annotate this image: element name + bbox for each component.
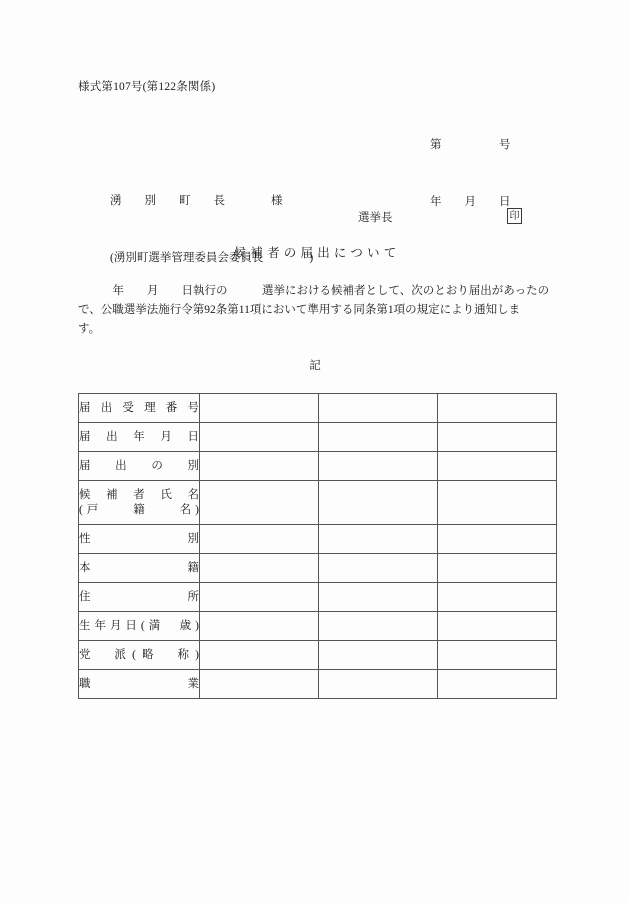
seal-stamp-box: 印 <box>507 208 522 224</box>
entry-cell[interactable] <box>438 670 557 699</box>
entry-cell[interactable] <box>319 583 438 612</box>
row-label-text: 届出受理番号 <box>79 401 199 414</box>
entry-cell[interactable] <box>319 525 438 554</box>
entry-cell[interactable] <box>319 394 438 423</box>
addressee-main-line: 湧 別 町 長 様 <box>110 195 283 207</box>
candidate-registration-table <box>78 393 557 699</box>
document-title: 候補者の届出について <box>233 246 401 260</box>
body-line-2: で、公職選挙法施行令第92条第11項において準用する同条第1項の規定により通知しま <box>78 304 521 316</box>
entry-cell[interactable] <box>438 481 557 525</box>
table-row <box>79 394 557 423</box>
table-row <box>79 423 557 452</box>
entry-cell[interactable] <box>200 554 319 583</box>
row-label-text: 職 業 <box>79 677 199 690</box>
entry-cell[interactable] <box>438 554 557 583</box>
row-label-text: 性 別 <box>79 532 199 545</box>
ki-section-marker: 記 <box>309 360 321 372</box>
row-label-text: 党 派(略 称) <box>79 648 199 661</box>
entry-cell[interactable] <box>200 525 319 554</box>
row-label-text: 候補者氏名 <box>79 488 199 501</box>
document-meta-block <box>430 98 511 250</box>
entry-cell[interactable] <box>200 670 319 699</box>
sender-title-label: 選挙長 <box>358 212 393 224</box>
entry-cell[interactable] <box>200 583 319 612</box>
table-row <box>79 554 557 583</box>
entry-cell[interactable] <box>200 641 319 670</box>
document-date-line: 年 月 日 <box>430 196 511 208</box>
addressee-sub-line: (湧別町選挙管理委員会委員長 ) <box>110 252 314 264</box>
table-row <box>79 612 557 641</box>
entry-cell[interactable] <box>438 525 557 554</box>
entry-cell[interactable] <box>319 452 438 481</box>
entry-cell[interactable] <box>200 612 319 641</box>
form-number-label: 様式第107号(第122条関係) <box>78 81 216 93</box>
row-label-cell <box>79 481 200 525</box>
row-label-subtext: (戸 籍 名) <box>79 503 199 516</box>
entry-cell[interactable] <box>438 423 557 452</box>
entry-cell[interactable] <box>200 481 319 525</box>
row-label-cell <box>79 583 200 612</box>
table-row <box>79 670 557 699</box>
entry-cell[interactable] <box>319 612 438 641</box>
table-row <box>79 583 557 612</box>
entry-cell[interactable] <box>319 481 438 525</box>
entry-cell[interactable] <box>438 641 557 670</box>
row-label-text: 届出の別 <box>79 459 199 472</box>
row-label-text: 生年月日(満 歳) <box>79 619 199 632</box>
row-label-cell <box>79 423 200 452</box>
row-label-text: 届出年月日 <box>79 430 199 443</box>
entry-cell[interactable] <box>319 670 438 699</box>
entry-cell[interactable] <box>319 554 438 583</box>
row-label-text: 住 所 <box>79 590 199 603</box>
table-row <box>79 452 557 481</box>
row-label-cell <box>79 641 200 670</box>
entry-cell[interactable] <box>438 452 557 481</box>
entry-cell[interactable] <box>200 423 319 452</box>
row-label-cell <box>79 394 200 423</box>
table-body <box>79 394 557 699</box>
row-label-text: 本 籍 <box>79 561 199 574</box>
table-row <box>79 525 557 554</box>
entry-cell[interactable] <box>438 394 557 423</box>
entry-cell[interactable] <box>319 423 438 452</box>
entry-cell[interactable] <box>438 583 557 612</box>
row-label-cell <box>79 525 200 554</box>
entry-cell[interactable] <box>438 612 557 641</box>
row-label-cell <box>79 452 200 481</box>
entry-cell[interactable] <box>200 452 319 481</box>
entry-cell[interactable] <box>319 641 438 670</box>
row-label-cell <box>79 612 200 641</box>
body-line-1: 年 月 日執行の 選挙における候補者として、次のとおり届出があったの <box>78 285 550 297</box>
table-row <box>79 641 557 670</box>
row-label-cell <box>79 670 200 699</box>
row-label-cell <box>79 554 200 583</box>
table-row <box>79 481 557 525</box>
entry-cell[interactable] <box>200 394 319 423</box>
document-number-line: 第 号 <box>430 139 511 151</box>
body-line-3: す。 <box>78 323 101 335</box>
body-paragraph <box>78 282 552 339</box>
